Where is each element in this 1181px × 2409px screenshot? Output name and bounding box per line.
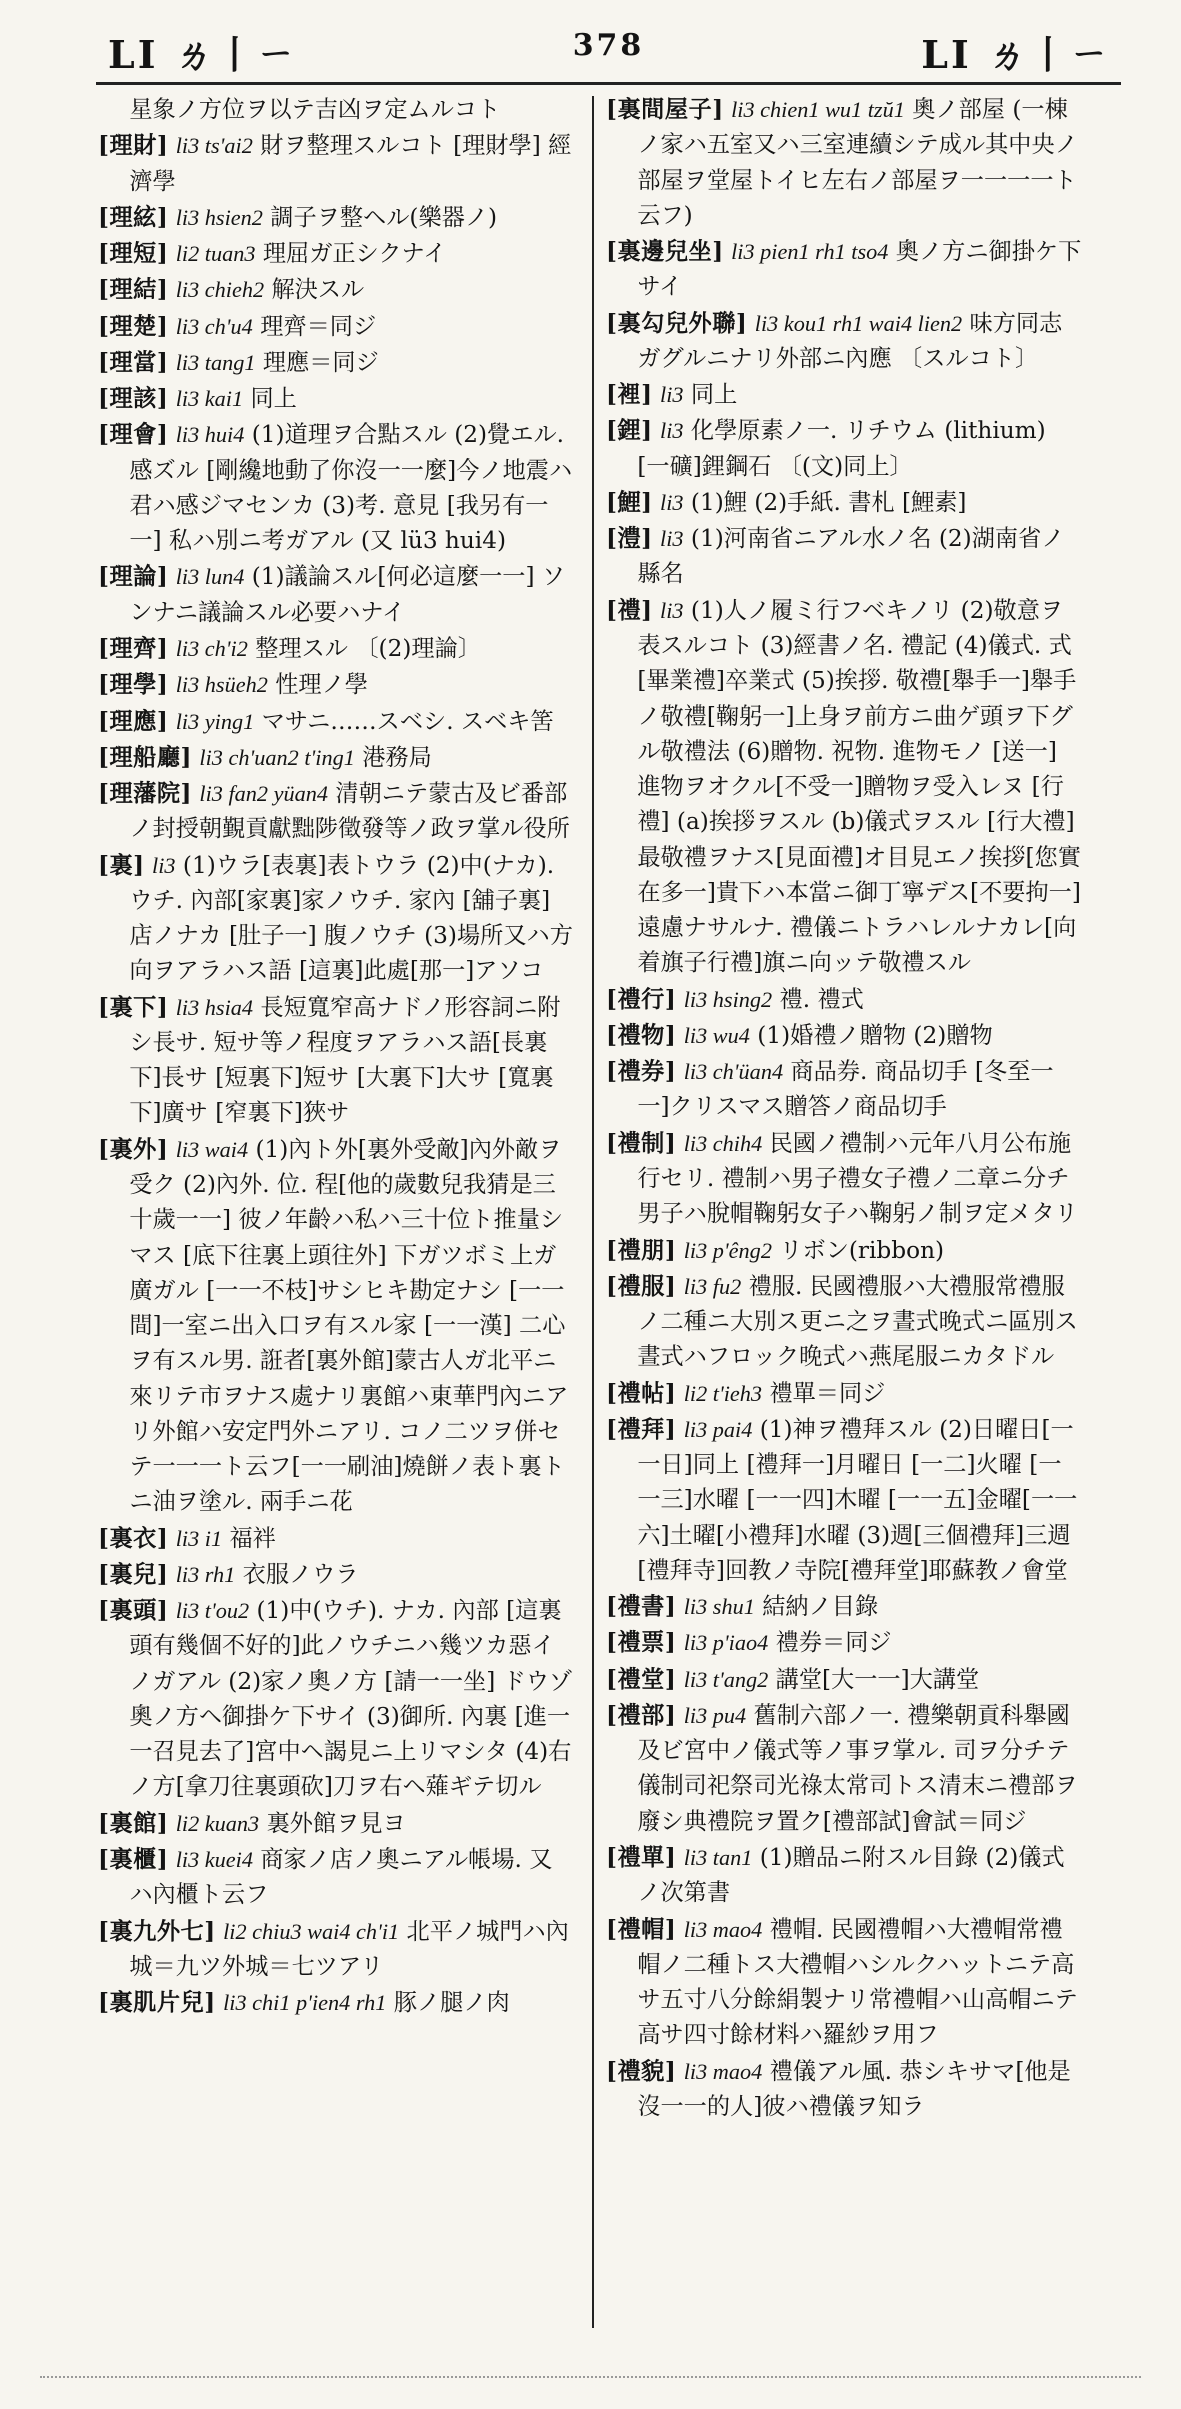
entry-definition: (1)神ヲ禮拜スル (2)日曜日[一一日]同上 [禮拜一]月曜日 [一二]火曜 [一一三]水曜 [一一四]木曜 [一一五]金曜[一一六]土曜[小禮拜]水曜 (3)週[三個禮拜]三週 [禮拜寺]回教ノ寺院[禮拜堂]耶蘇教ノ會堂 (637, 1415, 1078, 1584)
entry-romanization: li2 tuan3 (175, 241, 256, 267)
entry-headword: [裡] (606, 381, 653, 409)
entry-romanization: li3 rh1 (175, 1561, 236, 1587)
entry-headword: [裏衣] (98, 1524, 169, 1552)
entry-definition: 理齊＝同ジ (260, 312, 377, 340)
entry-romanization: li3 fan2 yüan4 (199, 781, 329, 807)
entry-headword: [裏] (98, 851, 145, 879)
entry-headword: [理該] (98, 385, 169, 413)
entry-romanization: li3 t'ou2 (175, 1598, 250, 1624)
entry-headword: [禮帽] (606, 1915, 677, 1943)
dictionary-entry (98, 345, 573, 380)
entry-romanization: li3 chih4 (683, 1130, 763, 1156)
entry-headword: [理會] (98, 421, 169, 449)
dictionary-entry (98, 1593, 573, 1805)
dictionary-entry (98, 1521, 573, 1556)
entry-headword: [理藩院] (98, 780, 193, 808)
entry-definition: (1)議論スル[何必這麼一一] ソンナニ議論スル必要ハナイ (129, 563, 566, 626)
dictionary-entry (606, 377, 1084, 412)
entry-definition: 舊制六部ノ一. 禮樂朝貢科舉國及ビ宮中ノ儀式等ノ事ヲ掌ル. 司ヲ分チテ儀制司祀祭司光祿太常司トス清末ニ禮部ヲ廢シ典禮院ヲ置ク[禮部試]會試＝同ジ (637, 1701, 1078, 1835)
entry-romanization: li3 chien1 wu1 tzŭ1 (731, 97, 905, 122)
dictionary-entry (606, 2054, 1084, 2125)
dictionary-entry (606, 1126, 1084, 1232)
dictionary-entry (606, 1840, 1084, 1911)
entry-definition: 講堂[大一一]大講堂 (775, 1665, 980, 1693)
entry-definition: 同上 (690, 381, 738, 409)
dictionary-entry (606, 306, 1084, 377)
dictionary-entry (606, 1269, 1084, 1375)
entry-headword: [禮服] (606, 1272, 677, 1300)
entry-romanization: li3 wai4 (175, 1136, 249, 1162)
entry-romanization: li3 pu4 (683, 1702, 747, 1728)
dictionary-entry (98, 236, 573, 271)
entry-definition: (1)內ト外[裏外受敵]內外敵ヲ受ク (2)內外. 位. 程[他的歲數兒我猜是三十歲一一] 彼ノ年齡ハ私ハ三十位ト推量シマス [底下往裏上頭往外] 下ガツボミ上ガ廣ガル [一一不枝]サシヒキ勘定ナシ [一一間]一室ニ出入口ヲ有スル家 [一一漢] 二心ヲ有スル男. 誑者[裏外館]蒙古人ガ北平ニ來リテ市ヲナス處ナリ裏館ハ東華門內ニアリ外館ハ安定門外ニアリ. コノ二ツヲ併セテ一一一ト云フ[一一刷油]燒餅ノ表ト裏トニ油ヲ塗ル. 兩手ニ花 (129, 1135, 569, 1516)
entry-romanization: li3 chieh2 (175, 277, 265, 303)
entry-definition: 奧ノ方ニ御掛ケ下サイ (637, 238, 1082, 301)
bottom-scan-edge (40, 2376, 1141, 2378)
entry-romanization: li3 hui4 (175, 422, 245, 448)
entry-headword: [理短] (98, 240, 169, 268)
dictionary-entry (606, 92, 1084, 233)
entry-definition: 理屈ガ正シクナイ (262, 240, 447, 268)
column-divider (592, 96, 594, 2328)
entry-romanization: li3 (660, 489, 684, 515)
entry-headword: [裏邊兒坐] (606, 238, 724, 266)
entry-romanization: li3 chi1 p'ien4 rh1 (223, 1990, 387, 2016)
entry-definition: 商品券. 商品切手 [冬至一一]クリスマス贈答ノ商品切手 (637, 1058, 1054, 1121)
entry-romanization: li3 ch'üan4 (683, 1059, 784, 1085)
dictionary-entry (98, 667, 573, 702)
entry-romanization: li3 mao4 (683, 2058, 763, 2084)
dictionary-entry (98, 1985, 573, 2020)
entry-headword: [理論] (98, 563, 169, 591)
entry-definition: 長短寬窄高ナドノ形容詞ニ附シ長サ. 短サ等ノ程度ヲアラハス語[長裏下]長サ [短裏下]短サ [大裏下]大サ [寬裏下]廣サ [窄裏下]狹サ (129, 993, 561, 1127)
entry-headword: [理楚] (98, 312, 169, 340)
entry-definition: 商家ノ店ノ奧ニアル帳場. 又ハ內櫃ト云フ (129, 1846, 553, 1909)
entry-definition: リボン(ribbon) (779, 1236, 945, 1264)
entry-definition: 港務局 (362, 743, 432, 771)
entry-definition: 解決スル (271, 276, 365, 304)
left-column (98, 92, 573, 2021)
dictionary-entry (606, 982, 1084, 1017)
dictionary-entry (606, 485, 1084, 520)
entry-definition: 衣服ノウラ (242, 1560, 359, 1588)
entry-definition: 奧ノ部屋 (一棟ノ家ハ五室又ハ三室連續シテ成ル其中央ノ部屋ヲ堂屋トイヒ左右ノ部屋ヲ一一一一ト云フ) (637, 96, 1078, 229)
entry-romanization: li3 i1 (175, 1525, 223, 1551)
entry-romanization: li2 chiu3 wai4 ch'i1 (223, 1918, 400, 1944)
entry-headword: [禮拜] (606, 1415, 677, 1443)
entry-headword: [裏頭] (98, 1597, 169, 1625)
entry-definition: 民國ノ禮制ハ元年八月公布施行セリ. 禮制ハ男子禮女子禮ノ二章ニ分チ男子ハ脫帽鞠躬女子ハ鞠躬ノ制ヲ定メタリ (637, 1129, 1078, 1228)
dictionary-entry (98, 990, 573, 1131)
entry-headword: [禮行] (606, 985, 677, 1013)
entry-romanization: li3 ch'u4 (175, 313, 253, 339)
entry-headword: [理絃] (98, 203, 169, 231)
entry-romanization: li3 pai4 (683, 1416, 753, 1442)
entry-headword: [理財] (98, 132, 169, 160)
entry-romanization: li3 wu4 (683, 1022, 750, 1048)
entry-definition: 化學原素ノ一. リチウム (lithium) [一礦]鋰鋼石 〔(文)同上〕 (637, 417, 1046, 480)
entry-romanization: li3 hsien2 (175, 204, 263, 230)
entry-definition: 禮儀アル風. 恭シキサマ[他是沒一一的人]彼ハ禮儀ヲ知ラ (637, 2057, 1071, 2120)
entry-headword: [禮部] (606, 1701, 677, 1729)
entry-romanization: li3 kai1 (175, 386, 244, 412)
entry-definition: 清朝ニテ蒙古及ビ番部ノ封授朝覲貢獻黜陟徵發等ノ政ヲ掌ル役所 (129, 780, 570, 843)
entry-romanization: li3 p'êng2 (683, 1237, 772, 1263)
entry-definition: 禮帽. 民國禮帽ハ大禮帽常禮帽ノ二種トス大禮帽ハシルクハットニテ高サ五寸八分餘絹製ナリ常禮帽ハ山高帽ニテ高サ四寸餘材料ハ羅紗ヲ用フ (637, 1915, 1078, 2049)
dictionary-entry (98, 631, 573, 666)
dictionary-entry (606, 413, 1084, 484)
entry-romanization: li3 (660, 382, 684, 408)
entry-headword: [裏九外七] (98, 1917, 216, 1945)
dictionary-entry (98, 704, 573, 739)
entry-headword: [鯉] (606, 488, 653, 516)
entry-definition: (1)人ノ履ミ行フベキノリ (2)敬意ヲ表スルコト (3)經書ノ名. 禮記 (4)儀式. 式 [畢業禮]卒業式 (5)挨拶. 敬禮[舉手一]舉手ノ敬禮[鞠躬一]上身ヲ前方ニ曲ゲ頭ヲ下グル敬禮法 (6)贈物. 祝物. 進物モノ [送一] 進物ヲオクル[不受一]贈物ヲ受入レヌ [行禮] (a)挨拶ヲスル (b)儀式ヲスル [行大禮]最敬禮ヲナス[見面禮]オ目見エノ挨拶[您實在多一]貴下ハ本當ニ御丁寧デス[不要拘一]遠慮ナサルナ. 禮儀ニトラハレルナカレ[向着旗子行禮]旗ニ向ッテ敬禮スル (637, 596, 1081, 977)
entry-headword: [理齊] (98, 634, 169, 662)
entry-definition: 性理ノ學 (275, 671, 368, 699)
running-header (96, 18, 1121, 78)
entry-definition: 禮. 禮式 (779, 985, 864, 1013)
entry-romanization: li3 ying1 (175, 708, 255, 734)
dictionary-entry (98, 1842, 573, 1913)
entry-definition: (1)贈品ニ附スル目錄 (2)儀式ノ次第書 (637, 1844, 1065, 1907)
entry-romanization: li3 shu1 (683, 1594, 755, 1620)
entry-headword: [裏勾兒外聯] (606, 309, 748, 337)
entry-definition: 同上 (250, 385, 297, 413)
entry-headword: [理當] (98, 348, 169, 376)
dictionary-entry (606, 1698, 1084, 1839)
entry-headword: [禮帖] (606, 1379, 677, 1407)
entry-headword: [理船廳] (98, 743, 193, 771)
entry-definition: (1)河南省ニアル水ノ名 (2)湖南省ノ縣名 (637, 525, 1065, 588)
entry-headword: [裏下] (98, 993, 169, 1021)
entry-definition: 調子ヲ整ヘル(樂器ノ) (270, 203, 498, 231)
dictionary-entry (606, 1233, 1084, 1268)
entry-romanization: li3 t'ang2 (683, 1666, 769, 1692)
dictionary-entry (606, 1054, 1084, 1125)
entry-romanization: li3 ch'uan2 t'ing1 (199, 744, 355, 770)
entry-romanization: li2 kuan3 (175, 1810, 260, 1836)
entry-headword: [裏櫃] (98, 1846, 169, 1874)
dictionary-entry (98, 200, 573, 235)
header-right-label: LI ㄌ丨ㄧ (921, 32, 1111, 77)
entry-headword: [理結] (98, 276, 169, 304)
entry-romanization: li3 (660, 418, 684, 444)
entry-definition: (1)ウラ[表裏]表トウラ (2)中(ナカ). ウチ. 內部[家裏]家ノウチ. 家內 [舖子裏] 店ノナカ [肚子一] 腹ノウチ (3)場所又ハ方向ヲアラハス語 [這裏]此處[那一]アソコ (129, 851, 573, 985)
entry-headword: [裏兒] (98, 1560, 169, 1588)
entry-headword: [禮貌] (606, 2057, 677, 2085)
entry-definition: マサニ……スベシ. スベキ筈 (261, 707, 554, 735)
entry-headword: [禮券] (606, 1058, 677, 1086)
dictionary-entry (606, 593, 1084, 981)
page-number: 378 (572, 28, 645, 63)
entry-definition: (1)道理ヲ合點スル (2)覺エル. 感ズル [剛纔地動了你沒一一麼]今ノ地震ハ君ハ感ジマセンカ (3)考. 意見 [我另有一一] 私ハ別ニ考ガアル (又 lü3 hui4) (129, 421, 573, 555)
entry-definition: (1)婚禮ノ贈物 (2)贈物 (757, 1021, 993, 1049)
entry-definition: 禮服. 民國禮服ハ大禮服常禮服ノ二種ニ大別ス更ニ之ヲ晝式晚式ニ區別ス晝式ハフロック晚式ハ燕尾服ニカタドル (637, 1272, 1078, 1371)
dictionary-entry (98, 1557, 573, 1592)
entry-headword: [理學] (98, 671, 169, 699)
entry-headword: [禮書] (606, 1593, 677, 1621)
dictionary-entry (98, 559, 573, 630)
entry-romanization: li3 (660, 526, 684, 552)
entry-romanization: li3 tang1 (175, 349, 256, 375)
entry-definition: 豚ノ腿ノ肉 (393, 1989, 510, 2017)
entry-definition: 結納ノ目錄 (762, 1593, 879, 1621)
entry-romanization: li3 (152, 852, 176, 878)
entry-definition: 福袢 (229, 1524, 276, 1552)
entry-romanization: li3 kou1 rh1 wai4 lien2 (754, 310, 963, 336)
entry-definition: 理應＝同ジ (262, 348, 379, 376)
entry-definition: 北平ノ城門ハ內城＝九ツ外城＝七ツアリ (129, 1917, 569, 1980)
entry-romanization: li3 hsüeh2 (175, 672, 268, 698)
entry-definition: 禮券＝同ジ (775, 1629, 892, 1657)
entry-definition: 味方同志ガグルニナリ外部ニ內應 〔スルコト〕 (637, 309, 1063, 372)
dictionary-entry (606, 1625, 1084, 1660)
entry-definition: 整理スル 〔(2)理論〕 (255, 634, 481, 662)
entry-definition: 星象ノ方位ヲ以テ吉凶ヲ定ムルコト (129, 96, 501, 123)
dictionary-entry (606, 1018, 1084, 1053)
entry-romanization: li3 (660, 597, 684, 623)
dictionary-entry (98, 1132, 573, 1520)
entry-romanization: li3 tan1 (683, 1845, 753, 1871)
entry-headword: [裏肌片兒] (98, 1989, 216, 2017)
dictionary-entry (606, 1376, 1084, 1411)
dictionary-entry (98, 272, 573, 307)
entry-romanization: li3 lun4 (175, 564, 245, 590)
entry-headword: [禮物] (606, 1021, 677, 1049)
entry-continuation (98, 92, 573, 127)
dictionary-entry (98, 417, 573, 558)
dictionary-entry (606, 521, 1084, 592)
entry-definition: 財ヲ整理スルコト [理財學] 經濟學 (129, 132, 572, 195)
dictionary-entry (98, 128, 573, 199)
entry-headword: [裏外] (98, 1135, 169, 1163)
entry-definition: (1)鯉 (2)手紙. 書札 [鯉素] (690, 488, 967, 516)
entry-definition: (1)中(ウチ). ナカ. 內部 [這裏頭有幾個不好的]此ノウチニハ幾ツカ惡イノガアル (2)家ノ奧ノ方 [請一一坐] ドウゾ奧ノ方ヘ御掛ケ下サイ (3)御所. 內裏 [進一一召見去了]宮中ヘ謁見ニ上リマシタ (4)右ノ方[拿刀往裏頭砍]刀ヲ右ヘ薙ギテ切ル (129, 1597, 573, 1801)
entry-headword: [裏館] (98, 1809, 169, 1837)
dictionary-entry (606, 1662, 1084, 1697)
dictionary-entry (606, 1412, 1084, 1588)
entry-headword: [禮朋] (606, 1236, 677, 1264)
header-left-label: LI ㄌ丨ㄧ (108, 32, 298, 77)
entry-romanization: li3 ch'i2 (175, 635, 248, 661)
entry-romanization: li3 ts'ai2 (175, 133, 253, 159)
entry-headword: [鋰] (606, 417, 653, 445)
dictionary-entry (98, 1914, 573, 1985)
dictionary-entry (98, 1806, 573, 1841)
dictionary-entry (98, 381, 573, 416)
entry-romanization: li3 fu2 (683, 1273, 742, 1299)
entry-headword: [理應] (98, 707, 169, 735)
dictionary-entry (98, 309, 573, 344)
right-column (606, 92, 1084, 2125)
entry-romanization: li3 p'iao4 (683, 1630, 769, 1656)
dictionary-entry (606, 234, 1084, 305)
entry-headword: [禮] (606, 596, 653, 624)
dictionary-entry (606, 1912, 1084, 2053)
entry-romanization: li3 pien1 rh1 tso4 (731, 239, 889, 265)
entry-headword: [禮單] (606, 1844, 677, 1872)
entry-romanization: li3 mao4 (683, 1916, 763, 1942)
entry-romanization: li3 kuei4 (175, 1847, 253, 1873)
dictionary-entry (98, 848, 573, 989)
dictionary-entry (606, 1589, 1084, 1624)
entry-headword: [澧] (606, 525, 653, 553)
header-rule (96, 82, 1121, 85)
entry-romanization: li3 hsing2 (683, 986, 773, 1012)
entry-definition: 禮單＝同ジ (769, 1379, 886, 1407)
entry-headword: [禮票] (606, 1629, 677, 1657)
entry-headword: [禮制] (606, 1129, 677, 1157)
dictionary-entry (98, 740, 573, 775)
entry-romanization: li3 hsia4 (175, 994, 254, 1020)
dictionary-entry (98, 776, 573, 847)
entry-headword: [禮堂] (606, 1665, 677, 1693)
entry-headword: [裏間屋子] (606, 96, 724, 123)
entry-romanization: li2 t'ieh3 (683, 1380, 763, 1406)
entry-definition: 裏外館ヲ見ヨ (266, 1809, 406, 1837)
